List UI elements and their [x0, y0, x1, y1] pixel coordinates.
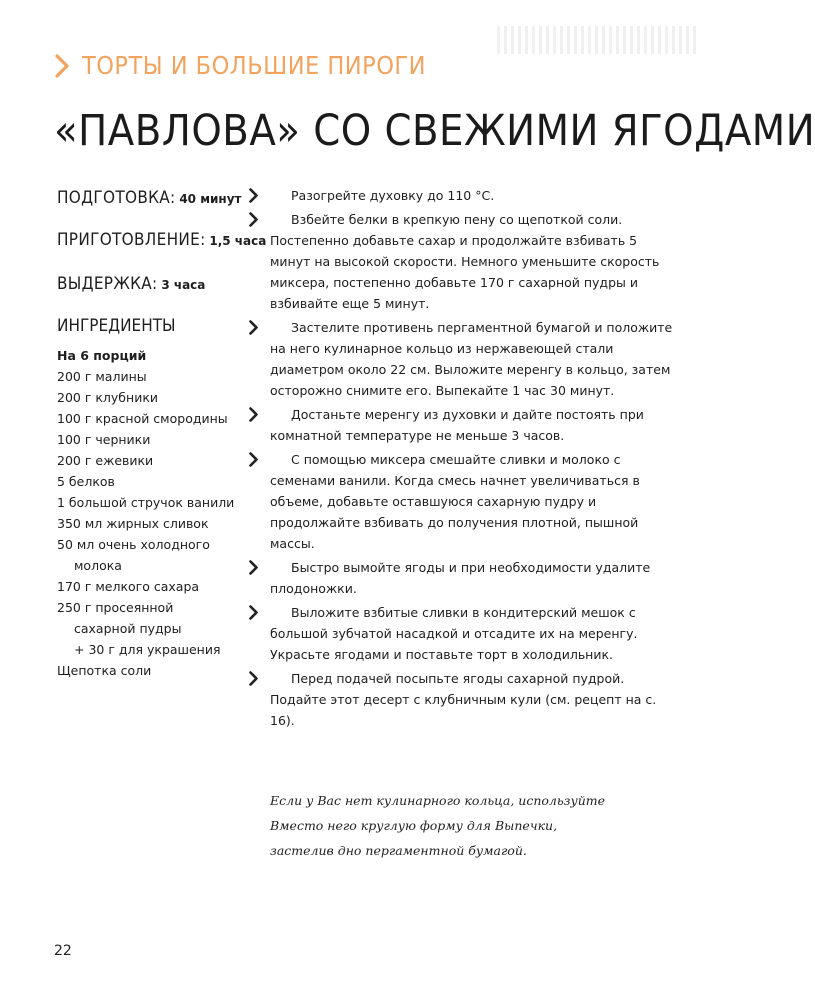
prep-time — [57, 188, 242, 208]
chevron-right-icon — [249, 212, 259, 227]
ingredient-item: 200 г клубники — [57, 390, 158, 405]
portion-count: На 6 порций — [57, 348, 147, 363]
section-label: ТОРТЫ И БОЛЬШИЕ ПИРОГИ — [82, 51, 426, 80]
step-item — [270, 668, 680, 731]
cook-time-value: 1,5 часа — [209, 234, 267, 248]
handwritten-note — [270, 788, 605, 863]
cook-time-label: ПРИГОТОВЛЕНИЕ: — [57, 230, 206, 250]
step-item — [270, 404, 680, 446]
prep-time-value: 40 минут — [179, 192, 242, 206]
ingredient-item: 350 мл жирных сливок — [57, 516, 209, 531]
rest-time — [57, 274, 205, 294]
ingredients-title: ИНГРЕДИЕНТЫ — [57, 316, 176, 336]
step-item — [270, 209, 680, 314]
ingredient-item: 1 большой стручок ванили — [57, 495, 235, 510]
step-item — [270, 449, 680, 554]
ingredient-item: молока — [74, 558, 122, 573]
ingredient-item: + 30 г для украшения — [74, 642, 221, 657]
ingredient-item: Щепотка соли — [57, 663, 152, 678]
chevron-right-icon — [249, 188, 259, 203]
chevron-right-icon — [249, 671, 259, 686]
chevron-right-icon — [249, 605, 259, 620]
ingredient-item: 250 г просеянной — [57, 600, 174, 615]
page-number: 22 — [54, 943, 72, 959]
ingredient-item: 200 г ежевики — [57, 453, 154, 468]
ingredients-list — [57, 345, 234, 681]
step-text: Разогрейте духовку до 110 °С. — [291, 188, 495, 203]
ingredient-item: 200 г малины — [57, 369, 147, 384]
rest-time-value: 3 часа — [161, 278, 206, 292]
note-line: Если у Вас нет кулинарного кольца, используйте — [270, 793, 606, 808]
chevron-right-icon — [249, 407, 259, 422]
note-line: застелив дно пергаментной бумагой. — [270, 843, 527, 858]
chevron-right-icon — [249, 560, 259, 575]
step-text: Перед подачей посыпьте ягоды сахарной пудрой. Подайте этот десерт с клубничным кули (см. рецепт на с. 16). — [270, 671, 657, 728]
faded-corner-texture — [497, 26, 697, 54]
recipe-title: «ПАВЛОВА» СО СВЕЖИМИ ЯГОДАМИ — [54, 106, 815, 156]
step-text: Застелите противень пергаментной бумагой и положите на него кулинарное кольцо из нержавеющей стали диаметром около 22 см. Выложите меренгу в кольцо, затем осторожно снимите его. Выпекайте 1 час 30 минут. — [270, 320, 673, 398]
step-text: Достаньте меренгу из духовки и дайте постоять при комнатной температуре не меньше 3 часов. — [270, 407, 644, 443]
step-item — [270, 602, 680, 665]
rest-time-label: ВЫДЕРЖКА: — [57, 274, 158, 294]
ingredient-item: 100 г красной смородины — [57, 411, 228, 426]
section-header — [54, 51, 426, 80]
chevron-right-icon — [54, 53, 72, 79]
steps-list — [270, 185, 680, 734]
chevron-right-icon — [249, 320, 259, 335]
step-item — [270, 185, 680, 206]
ingredient-item: 50 мл очень холодного — [57, 537, 210, 552]
step-item — [270, 557, 680, 599]
cook-time — [57, 230, 266, 250]
chevron-right-icon — [249, 452, 259, 467]
step-item — [270, 317, 680, 401]
step-text: Выложите взбитые сливки в кондитерский мешок с большой зубчатой насадкой и отсадите их на меренгу. Украсьте ягодами и поставьте торт в холодильник. — [270, 605, 638, 662]
note-line: Вместо него круглую форму для Выпечки, — [270, 818, 558, 833]
prep-time-label: ПОДГОТОВКА: — [57, 188, 176, 208]
ingredient-item: 100 г черники — [57, 432, 151, 447]
step-text: С помощью миксера смешайте сливки и молоко с семенами ванили. Когда смесь начнет увеличиваться в объеме, добавьте оставшуюся сахарную пудру и продолжайте взбивать до получения плотной, пышной массы. — [270, 452, 640, 551]
ingredient-item: 5 белков — [57, 474, 115, 489]
step-text: Быстро вымойте ягоды и при необходимости удалите плодоножки. — [270, 560, 651, 596]
step-text: Взбейте белки в крепкую пену со щепоткой соли. Постепенно добавьте сахар и продолжайте взбивать 5 минут на высокой скорости. Немного уменьшите скорость миксера, постепенно добавьте 170 г сахарной пудры и взбивайте еще 5 минут. — [270, 212, 660, 311]
ingredient-item: сахарной пудры — [74, 621, 182, 636]
ingredient-item: 170 г мелкого сахара — [57, 579, 200, 594]
